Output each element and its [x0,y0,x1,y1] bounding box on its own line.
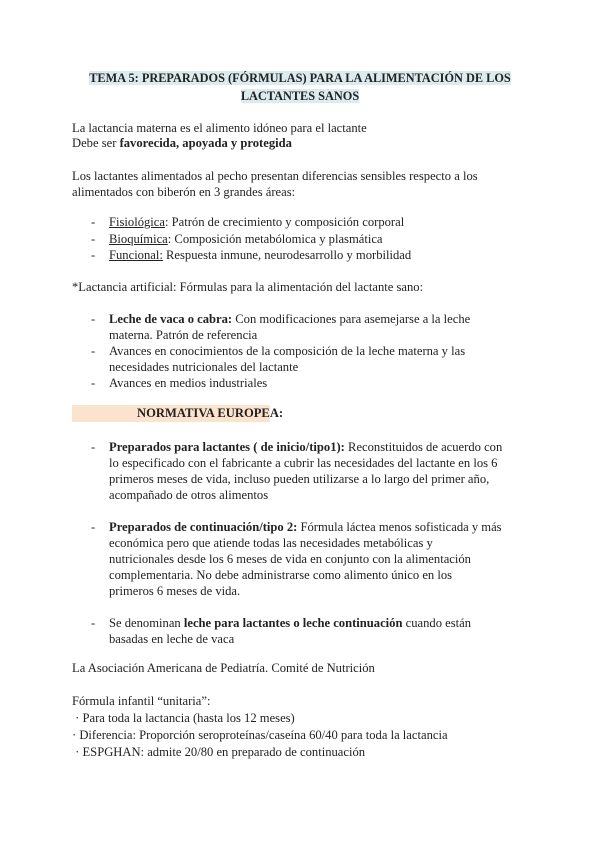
list-item: · Para toda la lactancia (hasta los 12 meses) [72,711,295,725]
differences-line-2: alimentados con biberón en 3 grandes áreas: [72,185,296,199]
artificial-heading: *Lactancia artificial: Fórmulas para la alimentación del lactante sano: [72,280,424,294]
text: Avances en conocimientos de la composición de la leche materna y las [109,344,466,358]
intro-line-1: La lactancia materna es el alimento idóneo para el lactante [72,121,367,135]
dash-bullet: - [91,312,96,326]
text-line: materna. Patrón de referencia [109,328,258,342]
text-line: primeros 6 meses de vida. [109,584,241,598]
text: Fórmula láctea menos sofisticada y más [297,520,502,534]
differences-line-1: Los lactantes alimentados al pecho presentan diferencias sensibles respecto a los [72,169,478,183]
text: Reconstituidos de acuerdo con [344,440,503,454]
term: Bioquímica [109,232,168,246]
text: Avances en medios industriales [109,376,268,390]
dash-bullet: - [91,520,96,534]
bold-text: favorecida, apoyada y protegida [119,136,292,150]
bold-text: Preparados de continuación/tipo 2: [109,520,298,534]
bold-text: leche para lactantes o leche continuación [183,616,403,630]
title-text: TEMA 5: PREPARADOS (FÓRMULAS) PARA LA ALIMENTACIÓN DE LOS [89,71,511,85]
text-line: necesidades nutricionales del lactante [109,360,299,374]
dash-bullet: - [91,248,96,262]
bold-text: Preparados para lactantes ( de inicio/tipo1): [109,440,345,454]
bold-text: Leche de vaca o cabra: [109,312,233,326]
text: : Patrón de crecimiento y composición corporal [164,215,405,229]
normativa-heading: NORMATIVA EUROPEA: [137,406,284,420]
text: : Composición metabólomica y plasmática [167,232,383,246]
list-item: · Diferencia: Proporción seroproteínas/caseína 60/40 para toda la lactancia [72,728,448,742]
dash-bullet: - [91,344,96,358]
dash-bullet: - [91,232,96,246]
text: Se denominan [109,616,184,630]
dash-bullet: - [91,215,96,229]
title-line-1 [0,70,600,86]
text-line: basadas en leche de vaca [109,632,235,646]
list-item: · ESPGHAN: admite 20/80 en preparado de continuación [72,745,366,759]
aap-line: La Asociación Americana de Pediatría. Comité de Nutrición [72,661,375,675]
text-line: nutricionales desde los 6 meses de vida en conjunto con la alimentación [109,552,471,566]
unitaria-heading: Fórmula infantil “unitaria”: [72,694,211,708]
text: Respuesta inmune, neurodesarrollo y morbilidad [162,248,412,262]
term: Fisiológica [109,215,165,229]
text-line: acompañado de otros alimentos [109,488,269,502]
dash-bullet: - [91,616,96,630]
title-line-2 [0,88,600,104]
intro-line-2 [72,135,292,151]
dash-bullet: - [91,376,96,390]
text: Debe ser [72,136,120,150]
title-text: LACTANTES SANOS [240,89,360,103]
text-line: lo especificado con el fabricante a cubrir las necesidades del lactante en los 6 [109,456,498,470]
term: Funcional: [109,248,163,262]
text-line: primeros meses de vida, incluso pueden utilizarse a lo largo del primer año, [109,472,490,486]
text: cuando están [402,616,472,630]
text-line: complementaria. No debe administrarse como alimento único en los [109,568,453,582]
dash-bullet: - [91,440,96,454]
text: Con modificaciones para asemejarse a la leche [232,312,471,326]
text-line: económica pero que atiende todas las necesidades metabólicas y [109,536,433,550]
